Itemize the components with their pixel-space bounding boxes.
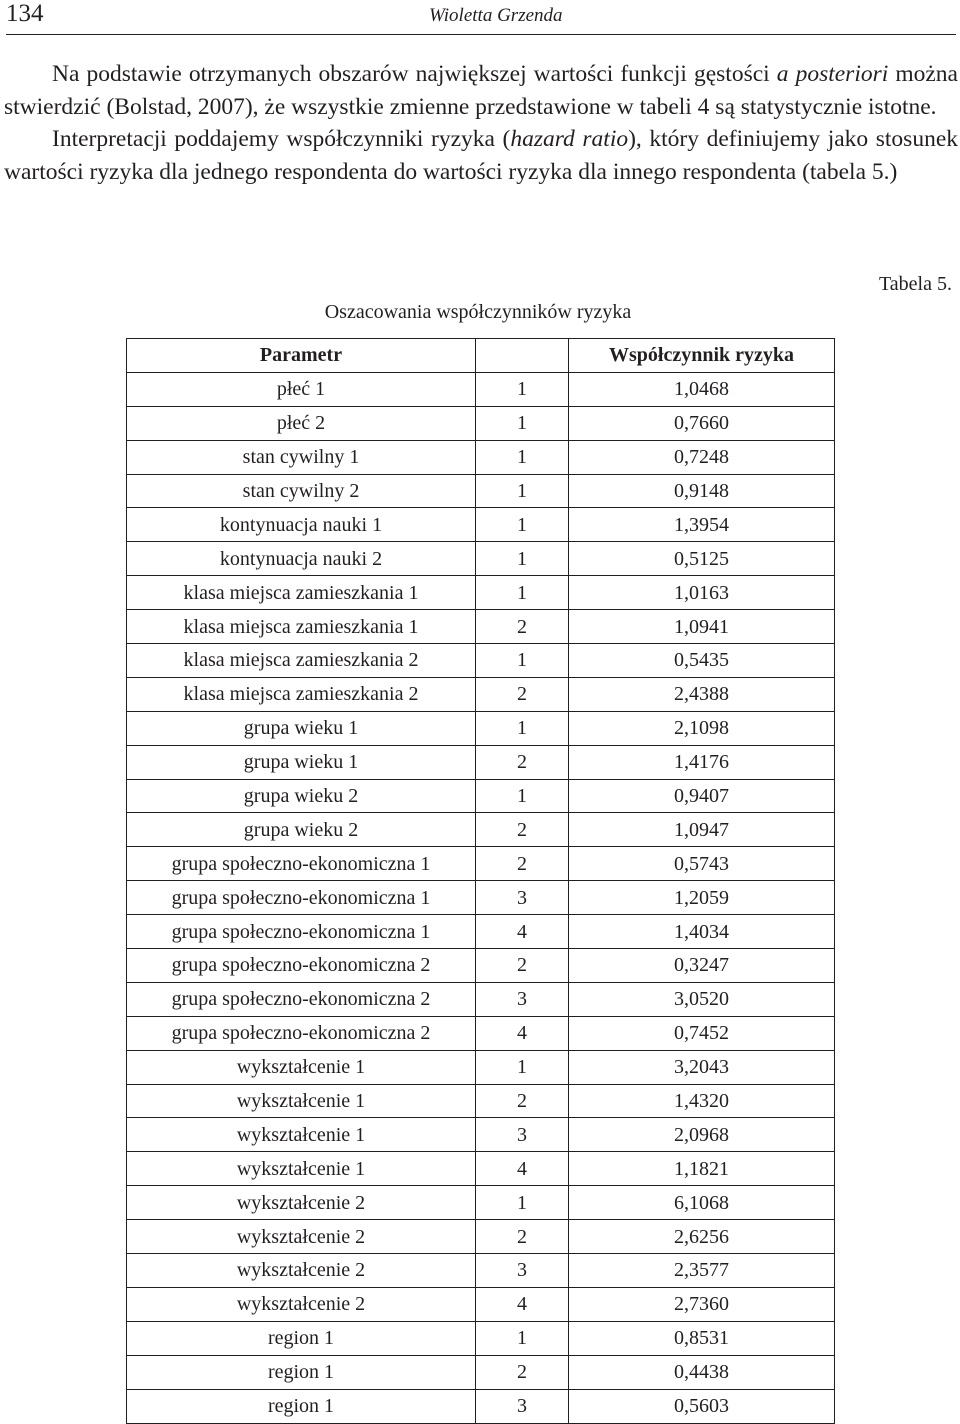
cell-coefficient: 1,1821 — [569, 1152, 835, 1186]
cell-parametr: kontynuacja nauki 1 — [127, 508, 476, 542]
cell-coefficient: 2,6256 — [569, 1220, 835, 1254]
cell-coefficient: 2,3577 — [569, 1254, 835, 1288]
table-row — [127, 1186, 835, 1220]
cell-parametr: grupa społeczno-ekonomiczna 1 — [127, 915, 476, 949]
cell-parametr: grupa społeczno-ekonomiczna 2 — [127, 982, 476, 1016]
cell-coefficient: 2,7360 — [569, 1287, 835, 1321]
cell-parametr: klasa miejsca zamieszkania 2 — [127, 677, 476, 711]
cell-coefficient: 0,5603 — [569, 1389, 835, 1423]
table-row — [127, 1254, 835, 1288]
table-row — [127, 610, 835, 644]
cell-level: 1 — [476, 474, 569, 508]
cell-parametr: kontynuacja nauki 2 — [127, 542, 476, 576]
table-row — [127, 847, 835, 881]
cell-level: 1 — [476, 542, 569, 576]
cell-parametr: region 1 — [127, 1321, 476, 1355]
cell-coefficient: 2,4388 — [569, 677, 835, 711]
cell-parametr: grupa społeczno-ekonomiczna 1 — [127, 847, 476, 881]
cell-level: 1 — [476, 508, 569, 542]
cell-level: 1 — [476, 372, 569, 406]
table-row — [127, 1016, 835, 1050]
cell-parametr: płeć 1 — [127, 372, 476, 406]
header-wspolczynnik: Współczynnik ryzyka — [569, 339, 835, 373]
table-row — [127, 779, 835, 813]
page-number: 134 — [6, 0, 44, 27]
cell-parametr: region 1 — [127, 1389, 476, 1423]
cell-level: 1 — [476, 1050, 569, 1084]
body-text — [4, 58, 958, 188]
cell-coefficient: 3,0520 — [569, 982, 835, 1016]
cell-level: 2 — [476, 949, 569, 983]
table-row — [127, 1220, 835, 1254]
cell-parametr: stan cywilny 2 — [127, 474, 476, 508]
cell-parametr: wykształcenie 1 — [127, 1152, 476, 1186]
table-row — [127, 1118, 835, 1152]
table-row — [127, 1287, 835, 1321]
table-row — [127, 881, 835, 915]
cell-coefficient: 0,3247 — [569, 949, 835, 983]
cell-coefficient: 1,0947 — [569, 813, 835, 847]
cell-level: 2 — [476, 745, 569, 779]
header-parametr: Parametr — [127, 339, 476, 373]
page-header — [6, 0, 956, 35]
table-title: Oszacowania współczynników ryzyka — [324, 301, 632, 323]
table-row — [127, 576, 835, 610]
table-row — [127, 1321, 835, 1355]
cell-coefficient: 1,0941 — [569, 610, 835, 644]
table-row — [127, 745, 835, 779]
cell-coefficient: 1,4176 — [569, 745, 835, 779]
cell-level: 1 — [476, 406, 569, 440]
cell-level: 1 — [476, 644, 569, 678]
paragraph-1-part-a: Na podstawie otrzymanych obszarów największej wartości funkcji gęstości — [52, 61, 777, 87]
paragraph-2-italic-term: hazard ratio — [510, 126, 629, 152]
table-row — [127, 508, 835, 542]
table-row — [127, 1084, 835, 1118]
cell-level: 3 — [476, 1389, 569, 1423]
cell-level: 3 — [476, 982, 569, 1016]
table-row — [127, 982, 835, 1016]
cell-parametr: klasa miejsca zamieszkania 2 — [127, 644, 476, 678]
paragraph-1-italic-term: a posteriori — [776, 61, 889, 87]
cell-level: 3 — [476, 881, 569, 915]
cell-parametr: wykształcenie 1 — [127, 1084, 476, 1118]
cell-parametr: grupa społeczno-ekonomiczna 2 — [127, 949, 476, 983]
cell-level: 4 — [476, 1287, 569, 1321]
paragraph-1-part-c: można stwierdzić (Bolstad, 2007), że wszystkie zmienne przedstawione w tabeli 4 są statystycznie istotne. — [4, 61, 958, 120]
table-row — [127, 440, 835, 474]
cell-parametr: grupa wieku 2 — [127, 779, 476, 813]
table-row — [127, 711, 835, 745]
paragraph-2-part-a: Interpretacji poddajemy współczynniki ryzyka ( — [52, 126, 511, 152]
cell-parametr: stan cywilny 1 — [127, 440, 476, 474]
cell-parametr: wykształcenie 1 — [127, 1118, 476, 1152]
cell-coefficient: 0,4438 — [569, 1355, 835, 1389]
cell-level: 2 — [476, 813, 569, 847]
cell-level: 3 — [476, 1118, 569, 1152]
cell-level: 4 — [476, 915, 569, 949]
paragraph-2-part-c: ), który definiujemy jako stosunek wartości ryzyka dla jednego respondenta do wartości ryzyka dla innego respondenta (tabela 5.) — [4, 126, 959, 185]
cell-coefficient: 0,7452 — [569, 1016, 835, 1050]
table-row — [127, 1389, 835, 1423]
paragraph-2 — [4, 123, 958, 188]
table-row — [127, 1152, 835, 1186]
cell-parametr: klasa miejsca zamieszkania 1 — [127, 576, 476, 610]
cell-level: 2 — [476, 677, 569, 711]
cell-parametr: grupa wieku 1 — [127, 711, 476, 745]
cell-level: 4 — [476, 1152, 569, 1186]
cell-coefficient: 1,2059 — [569, 881, 835, 915]
cell-coefficient: 0,7660 — [569, 406, 835, 440]
table-row — [127, 474, 835, 508]
cell-level: 1 — [476, 1186, 569, 1220]
table-row — [127, 406, 835, 440]
cell-parametr: grupa wieku 1 — [127, 745, 476, 779]
paragraph-1 — [4, 58, 958, 123]
cell-level: 1 — [476, 576, 569, 610]
cell-level: 3 — [476, 1254, 569, 1288]
cell-parametr: klasa miejsca zamieszkania 1 — [127, 610, 476, 644]
cell-coefficient: 1,4034 — [569, 915, 835, 949]
cell-parametr: grupa społeczno-ekonomiczna 1 — [127, 881, 476, 915]
table-row — [127, 1050, 835, 1084]
cell-level: 2 — [476, 1220, 569, 1254]
cell-coefficient: 0,5435 — [569, 644, 835, 678]
running-head-author: Wioletta Grzenda — [429, 5, 563, 26]
cell-level: 4 — [476, 1016, 569, 1050]
cell-level: 2 — [476, 1084, 569, 1118]
table-row — [127, 949, 835, 983]
cell-parametr: grupa społeczno-ekonomiczna 2 — [127, 1016, 476, 1050]
cell-coefficient: 3,2043 — [569, 1050, 835, 1084]
cell-coefficient: 0,5743 — [569, 847, 835, 881]
cell-parametr: grupa wieku 2 — [127, 813, 476, 847]
table-row — [127, 372, 835, 406]
coefficients-table — [126, 338, 835, 1424]
cell-coefficient: 0,5125 — [569, 542, 835, 576]
cell-parametr: wykształcenie 2 — [127, 1186, 476, 1220]
cell-parametr: wykształcenie 2 — [127, 1254, 476, 1288]
cell-coefficient: 0,7248 — [569, 440, 835, 474]
cell-parametr: wykształcenie 1 — [127, 1050, 476, 1084]
table-row — [127, 677, 835, 711]
cell-parametr: płeć 2 — [127, 406, 476, 440]
cell-parametr: wykształcenie 2 — [127, 1220, 476, 1254]
cell-coefficient: 0,9148 — [569, 474, 835, 508]
cell-coefficient: 1,4320 — [569, 1084, 835, 1118]
cell-coefficient: 1,0163 — [569, 576, 835, 610]
cell-level: 1 — [476, 711, 569, 745]
cell-level: 2 — [476, 610, 569, 644]
cell-coefficient: 0,8531 — [569, 1321, 835, 1355]
cell-coefficient: 2,1098 — [569, 711, 835, 745]
table-row — [127, 542, 835, 576]
table-body — [127, 372, 835, 1423]
cell-coefficient: 0,9407 — [569, 779, 835, 813]
table-header-row — [127, 339, 835, 373]
cell-level: 1 — [476, 1321, 569, 1355]
table-label: Tabela 5. — [878, 273, 952, 295]
cell-coefficient: 6,1068 — [569, 1186, 835, 1220]
cell-parametr: region 1 — [127, 1355, 476, 1389]
cell-coefficient: 1,0468 — [569, 372, 835, 406]
cell-coefficient: 2,0968 — [569, 1118, 835, 1152]
table-row — [127, 644, 835, 678]
cell-coefficient: 1,3954 — [569, 508, 835, 542]
cell-level: 1 — [476, 779, 569, 813]
cell-level: 2 — [476, 1355, 569, 1389]
table-row — [127, 915, 835, 949]
cell-level: 1 — [476, 440, 569, 474]
table-row — [127, 813, 835, 847]
header-level — [476, 339, 569, 373]
cell-level: 2 — [476, 847, 569, 881]
cell-parametr: wykształcenie 2 — [127, 1287, 476, 1321]
table-row — [127, 1355, 835, 1389]
